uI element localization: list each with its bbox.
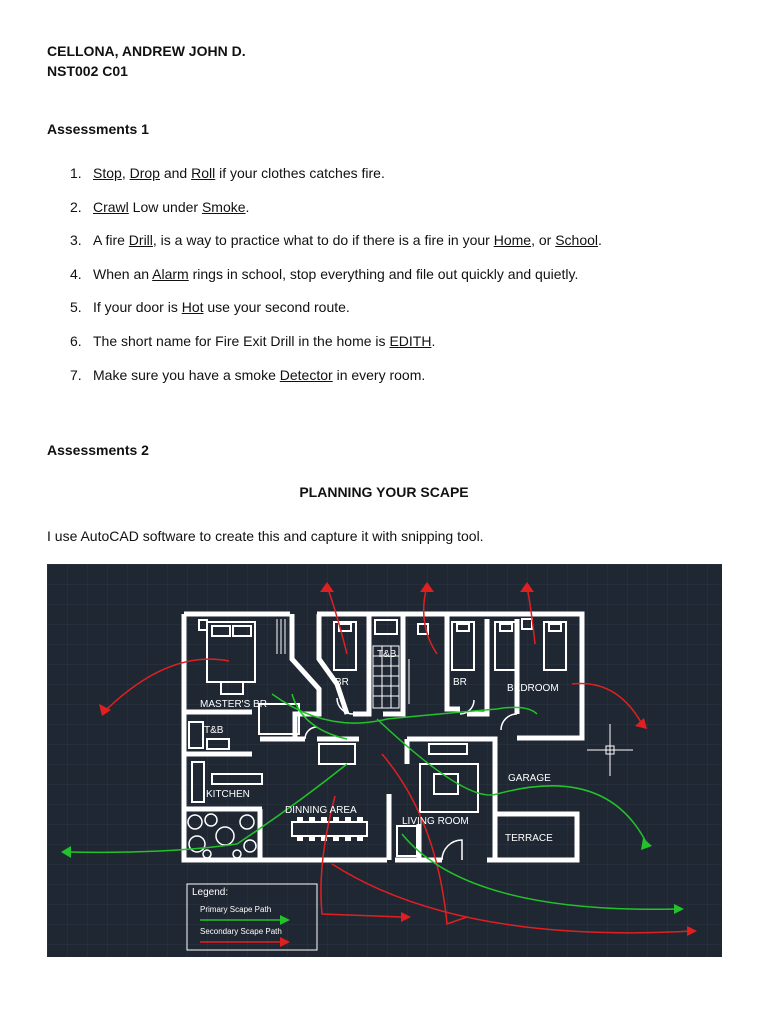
list-item-text: .	[245, 198, 250, 215]
list-item	[70, 230, 602, 264]
answer-word: Smoke	[201, 198, 246, 215]
list-item-text: , or	[531, 232, 556, 249]
room-label-kitchen: KITCHEN	[206, 789, 250, 800]
legend-title: Legend:	[192, 887, 229, 898]
room-label-br-1: BR	[335, 677, 349, 688]
list-item-text: If your door is	[93, 299, 182, 316]
answer-word: Roll	[191, 165, 216, 181]
list-item-number: 4.	[70, 265, 82, 282]
legend-secondary-label: Secondary Scape Path	[200, 927, 282, 936]
list-item-text: rings in school, stop everything and file out quickly and quietly.	[188, 265, 579, 282]
list-item-text: Low under	[128, 198, 202, 215]
list-item-number: 5.	[70, 299, 82, 316]
answer-word: Drill	[128, 232, 153, 249]
answer-word: Home	[493, 232, 532, 249]
answer-word: Crawl	[93, 198, 129, 215]
software-note: I use AutoCAD software to create this and capture it with snipping tool.	[47, 528, 484, 544]
list-item-text: use your second route.	[203, 299, 350, 316]
room-label-tb-upper: T&B	[377, 649, 397, 660]
plan-heading: PLANNING YOUR SCAPE	[299, 484, 469, 500]
list-item-number: 3.	[70, 232, 82, 249]
assessment-2-title: Assessments 2	[47, 442, 149, 458]
list-item-text: in every room.	[332, 366, 426, 383]
list-item-text: A fire	[93, 232, 129, 249]
answer-word: Hot	[181, 299, 204, 316]
list-item	[70, 163, 602, 197]
floor-plan-image	[47, 564, 722, 957]
list-item-number: 7.	[70, 366, 82, 383]
list-item	[70, 365, 602, 399]
list-item-text: if your clothes catches fire.	[215, 165, 385, 181]
room-label-garage: GARAGE	[508, 773, 551, 784]
answer-word: Alarm	[152, 265, 189, 282]
answer-word: School	[555, 232, 599, 249]
answer-word: EDITH	[389, 332, 432, 349]
room-label-masters-br: MASTER'S BR	[200, 699, 267, 710]
list-item-text: ,	[121, 165, 130, 181]
room-label-living: LIVING ROOM	[402, 816, 469, 827]
course-code: NST002 C01	[47, 63, 128, 79]
list-item-number: 1.	[70, 165, 82, 181]
list-item-number: 6.	[70, 332, 82, 349]
room-label-dining: DINNING AREA	[285, 805, 357, 816]
list-item-text: Make sure you have a smoke	[93, 366, 280, 383]
list-item	[70, 264, 602, 298]
list-item-number: 2.	[70, 198, 82, 215]
floor-plan-drawing	[47, 564, 722, 957]
room-label-br-2: BR	[453, 677, 467, 688]
cad-grid	[47, 564, 722, 957]
list-item-text: and	[159, 165, 192, 181]
list-item	[70, 297, 602, 331]
answer-word: Detector	[279, 366, 333, 383]
list-item-text: , is a way to practice what to do if there is a fire in your	[152, 232, 494, 249]
answer-word: Stop	[93, 165, 122, 181]
list-item	[70, 197, 602, 231]
legend-primary-label: Primary Scape Path	[200, 905, 272, 914]
list-item-text: The short name for Fire Exit Drill in the home is	[93, 332, 390, 349]
room-label-terrace: TERRACE	[505, 833, 553, 844]
list-item-text: .	[431, 332, 436, 349]
list-item-text: .	[598, 232, 602, 249]
assessment-1-title: Assessments 1	[47, 121, 149, 137]
student-name: CELLONA, ANDREW JOHN D.	[47, 43, 246, 59]
assessment-1-list	[70, 163, 602, 398]
room-label-tb-lower: T&B	[204, 725, 224, 736]
answer-word: Drop	[129, 165, 160, 181]
room-label-bedroom: BEDROOM	[507, 683, 559, 694]
list-item-text: When an	[93, 265, 153, 282]
list-item	[70, 331, 602, 365]
